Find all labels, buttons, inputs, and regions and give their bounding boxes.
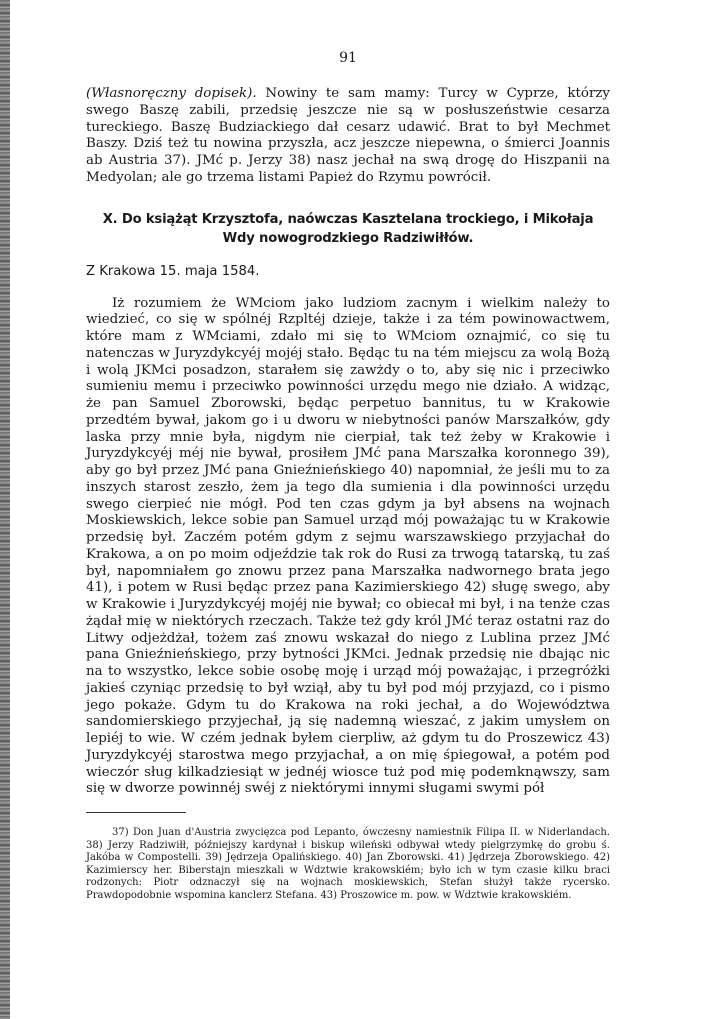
footnote-rule xyxy=(86,812,186,813)
dateline: Z Krakowa 15. maja 1584. xyxy=(86,263,260,279)
intro-paragraph xyxy=(86,86,610,187)
binding-edge xyxy=(0,0,10,1019)
page-number: 91 xyxy=(339,50,357,66)
page xyxy=(86,50,610,903)
letter-heading: X. Do książąt Krzysztofa, naówczas Kasztelana trockiego, i Mikołaja Wdy nowogrodzkiego Radziwiłłów. xyxy=(102,211,594,246)
footnotes xyxy=(86,827,610,903)
intro-text: Nowiny te sam mamy: Turcy w Cyprze, którzy swego Baszę zabili, przedsię jeszcze nie są w posłuszeństwie cesarza tureckiego. Baszę Budziackiego dał cesarz udawić. Brat to był Mechmet Baszy. Dziś też tu nowina przyszła, acz jeszcze niepewna, o śmierci Joannis ab Austria 37). JMć p. Jerzy 38) nasz jechał na swą drogę do Hiszpanii na Medyolan; ale go trzema listami Papież do Rzymu powrócił. xyxy=(86,86,610,185)
footnote-text: 37) Don Juan d'Austria zwycięzca pod Lepanto, ówczesny namiestnik Filipa II. w Niderlandach. 38) Jerzy Radziwiłł, późniejszy kardynał i biskup wileński odbywał wtedy pielgrzymkę do grobu ś. Jakóba w Compostelli. 39) Jędrzeja Opalińskiego. 40) Jan Zborowski. 41) Jędrzeja Zborowskiego. 42) Kazimierscy her. Biberstajn mieszkali w Wdztwie krakowskiém; było ich w tym czasie kilku braci rodzonych: Piotr odznaczył się na wojnach moskiewskich, Stefan służył także rycersko. Prawdopodobnie wspomina kanclerz Stefana. 43) Proszowice m. pow. w Wdztwie krakowskiém. xyxy=(86,827,610,901)
handwritten-note-label: (Własnoręczny dopisek). xyxy=(86,86,257,101)
letter-body: Iż rozumiem że WMciom jako ludziom zacnym i wielkim należy to wiedzieć, co się w spólnéj Rzpltéj dzieje, także i za tém powinowactwem, które mam z WMciami, zdało mi się to WMciom oznajmić, co się tu natenczas w Juryzdykcyéj mojéj stało. Będąc tu na tém miejscu za wolą Bożą i wolą JKMci posadzon, starałem się zawżdy o to, aby się nic i przeciwko sumieniu memu i przeciwko powinności urzędu mego nie działo. A widząc, że pan Samuel Zborowski, będąc perpetuo bannitus, tu w Krakowie przedtém bywał, jakom go i u dworu w niebytności panów Marszałków, gdy laska przy mnie była, nigdym nie cierpiał, tak też żeby w Krakowie i Juryzdykcyéj méj nie bywał, prosiłem JMć pana Marszałka koronnego 39), aby go był przez JMć pana Gnieźnieńskiego 40) napomniał, że jeśli mu to za inszych starost zeszło, żem ja tego dla sumienia i dla powinności urzędu swego cierpieć nie mógł. Pod ten czas gdym ja był absens na wojnach Moskiewskich, lekce sobie pan Samuel urząd mój poważając tu w Krakowie przedsię był. Zaczém potém gdym z sejmu warszawskiego przyjachał do Krakowa, a on po moim odjeździe tak rok do Rusi za trwogą tatarską, tu zaś był, napomniałem go znowu przez pana Marszałka nadwornego brata jego 41), i potem w Rusi będąc przez pana Kazimierskiego 42) sługę swego, aby w Krakowie i Juryzdykcyéj mojéj nie bywał; co obiecał mi był, i na tenże czas żądał mię w niektórych rzeczach. Także też gdy król JMć teraz ostatni raz do Litwy odjeżdżał, tożem zaś znowu wskazał do niego z Lublina przez JMć pana Gnieźnieńskiego, przy bytności JKMci. Jednak przedsię nie dbając nic na to wszystko, lekce sobie osobę moję i urząd mój poważając, i przegróżki jakieś czyniąc przedsię to był wziął, aby tu był pod mój przyjazd, co i pismo jego pokaże. Gdym tu do Krakowa na roki jechał, a do Województwa sandomierskiego przyjechał, ją się nademną wieszać, z jakim umysłem on lepiéj to wie. W czém jednak byłem cierpliw, aż gdym tu do Proszewicz 43) Juryzdykcyéj starostwa mego przyjachał, a on mię śpiegował, a potém pod wieczór sług kilkadziesiąt w jednéj wiosce tuż pod mię podemknąwszy, sam się w dworze powinnéj swéj z niektórymi innymi sługami swymi pół xyxy=(86,295,610,797)
